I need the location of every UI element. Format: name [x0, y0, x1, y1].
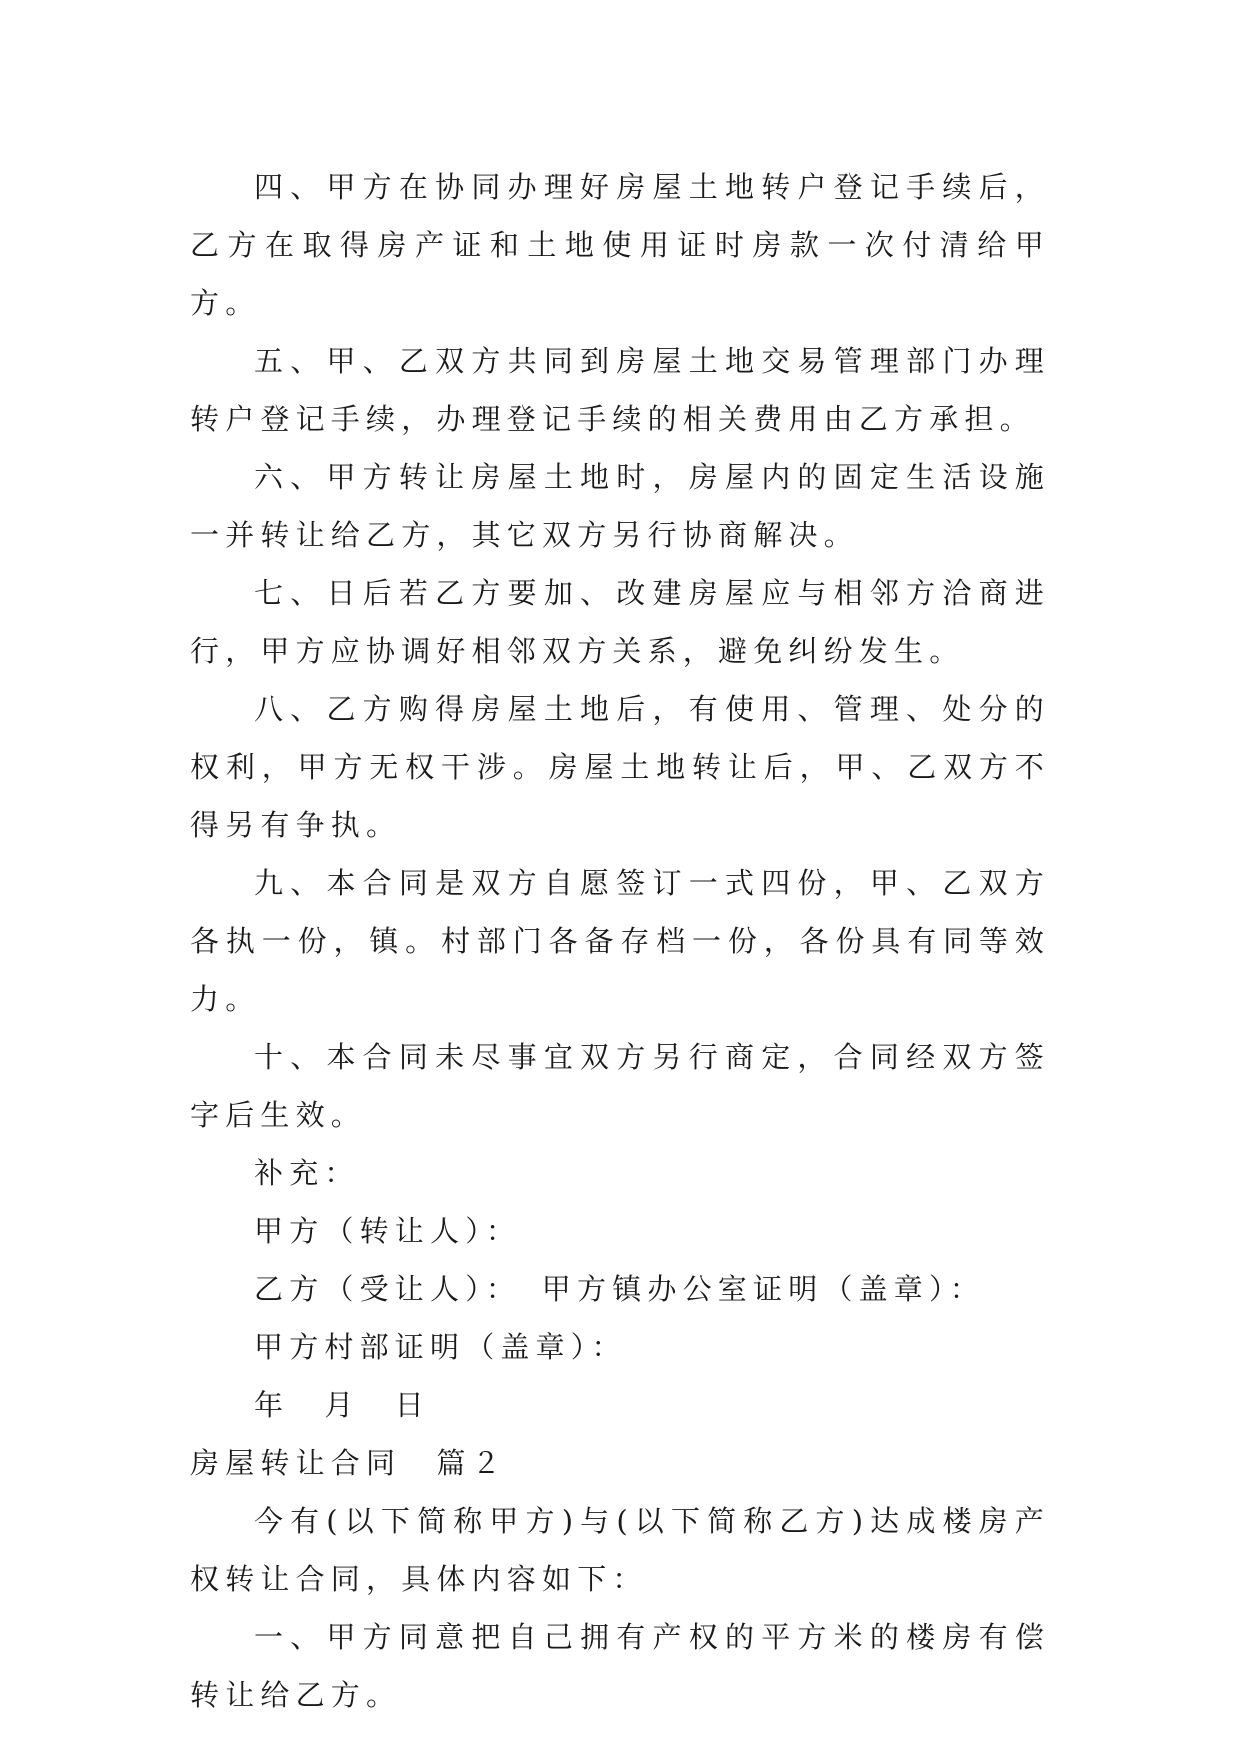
clause-10: 十、本合同未尽事宜双方另行商定，合同经双方签字后生效。: [190, 1040, 1050, 1132]
date-line: 年 月 日: [254, 1388, 431, 1422]
party-a-signature-line: 甲方（转让人）：: [254, 1214, 522, 1248]
clause-6: 六、甲方转让房屋土地时，房屋内的固定生活设施一并转让给乙方，其它双方另行协商解决。: [190, 460, 1050, 552]
section-title: 房屋转让合同 篇２: [190, 1446, 507, 1480]
intro-paragraph: 今有(以下简称甲方)与(以下简称乙方)达成楼房产权转让合同，具体内容如下：: [190, 1504, 1050, 1596]
supplement-label: 补充：: [254, 1156, 360, 1190]
clause-8: 八、乙方购得房屋土地后，有使用、管理、处分的权利，甲方无权干涉。房屋土地转让后，甲、乙双方不得另有争执。: [190, 692, 1050, 842]
village-certification-line: 甲方村部证明（盖章）：: [254, 1330, 627, 1364]
clause-5: 五、甲、乙双方共同到房屋土地交易管理部门办理转户登记手续，办理登记手续的相关费用由乙方承担。: [190, 344, 1050, 436]
clause-7: 七、日后若乙方要加、改建房屋应与相邻方洽商进行，甲方应协调好相邻双方关系，避免纠纷发生。: [190, 576, 1050, 668]
clause-1: 一、甲方同意把自己拥有产权的平方米的楼房有偿转让给乙方。: [190, 1620, 1050, 1712]
party-b-signature-line: 乙方（受让人）： 甲方镇办公室证明（盖章）：: [254, 1272, 985, 1306]
clause-9: 九、本合同是双方自愿签订一式四份，甲、乙双方各执一份，镇。村部门各备存档一份，各份具有同等效力。: [190, 866, 1050, 1016]
document-body: [190, 158, 1050, 1724]
clause-4: 四、甲方在协同办理好房屋土地转户登记手续后，乙方在取得房产证和土地使用证时房款一次付清给甲方。: [190, 170, 1050, 320]
